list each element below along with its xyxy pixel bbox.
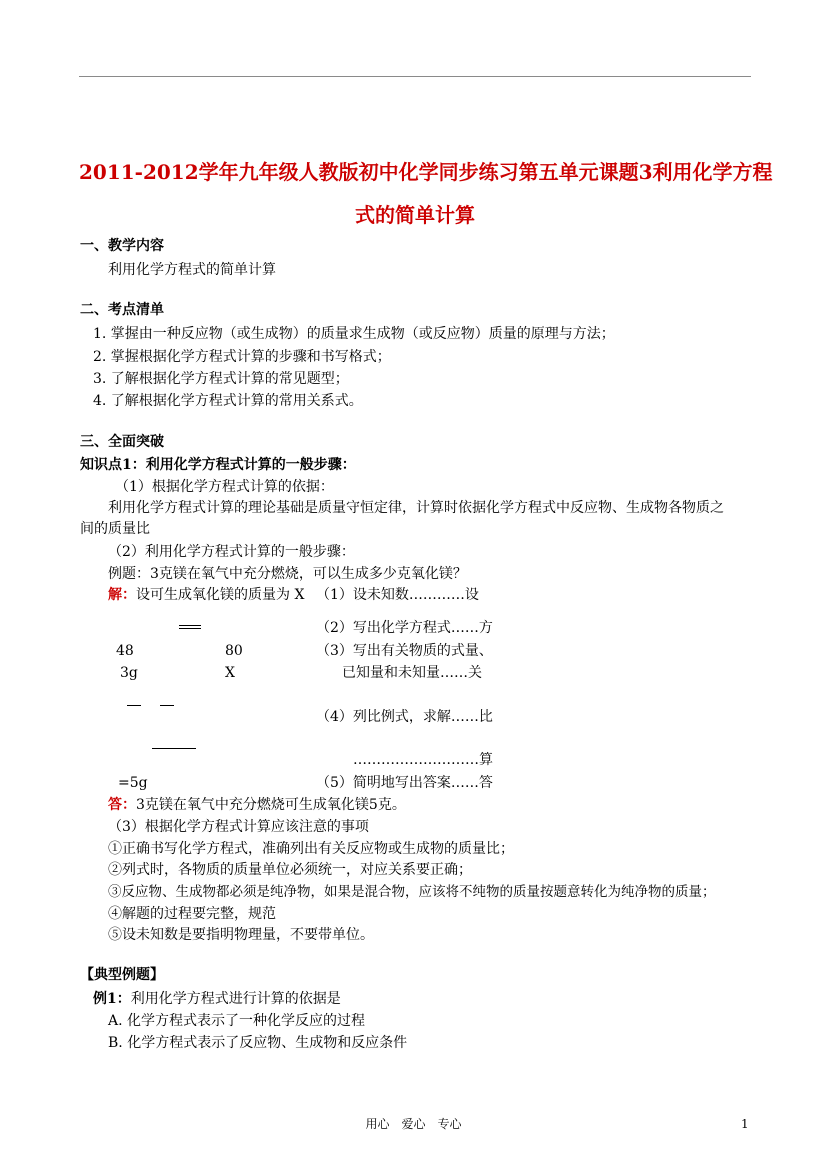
note-item: ①正确书写化学方程式，准确列出有关反应物或生成物的质量比； xyxy=(108,841,514,857)
checklist-item: 2. 掌握根据化学方程式计算的步骤和书写格式； xyxy=(93,349,391,365)
subheading-steps: （2）利用化学方程式计算的一般步骤： xyxy=(108,544,355,560)
step-1: （1）设未知数…………设 xyxy=(316,587,479,603)
note-item: ④解题的过程要完整，规范 xyxy=(108,906,276,922)
knowledge-point-1: 知识点1：利用化学方程式计算的一般步骤： xyxy=(80,457,356,473)
section-1-text: 利用化学方程式的简单计算 xyxy=(108,262,276,278)
example-problem: 例题：3克镁在氧气中充分燃烧，可以生成多少克氧化镁？ xyxy=(108,566,467,582)
option-b: B. 化学方程式表示了反应物、生成物和反应条件 xyxy=(108,1035,408,1051)
fraction-line-right xyxy=(160,705,174,706)
step-2: （2）写出化学方程式……方 xyxy=(316,620,493,636)
section-2-heading: 二、考点清单 xyxy=(80,302,164,318)
fraction-line-solve xyxy=(152,748,196,749)
title-line-2: 式的简单计算 xyxy=(355,203,475,227)
answer-line xyxy=(108,796,406,814)
option-a: A. 化学方程式表示了一种化学反应的过程 xyxy=(108,1013,366,1029)
title-line-1: 2011-2012学年九年级人教版初中化学同步练习第五单元课题3利用化学方程 xyxy=(79,160,773,184)
example-1-text: 利用化学方程式进行计算的依据是 xyxy=(130,991,341,1007)
mass-80: 80 xyxy=(225,643,243,659)
unknown-x: X xyxy=(225,665,235,681)
header-rule xyxy=(79,76,751,77)
example-1-label: 例1： xyxy=(93,991,131,1007)
step-3a: （3）写出有关物质的式量、 xyxy=(316,643,493,659)
step-4: （4）列比例式，求解……比 xyxy=(316,709,493,725)
example-1 xyxy=(93,990,341,1008)
note-item: ⑤设未知数是要指明物理量，不要带单位。 xyxy=(108,927,374,943)
solution-text: 设可生成氧化镁的质量为 X xyxy=(136,587,305,603)
subheading-basis: （1）根据化学方程式计算的依据： xyxy=(115,479,334,495)
checklist-item: 3. 了解根据化学方程式计算的常见题型； xyxy=(93,371,349,387)
section-1-heading: 一、教学内容 xyxy=(80,238,164,254)
note-item: ②列式时，各物质的质量单位必须统一，对应关系要正确； xyxy=(108,862,472,878)
result-value: =5g xyxy=(118,775,148,791)
page-footer: 用心 爱心 专心 xyxy=(365,1117,462,1131)
note-item: ③反应物、生成物都必须是纯净物，如果是混合物，应该将不纯物的质量按题意转化为纯净物的质量； xyxy=(108,884,716,900)
solution-line xyxy=(108,586,304,604)
answer-text: 3克镁在氧气中充分燃烧可生成氧化镁5克。 xyxy=(136,797,406,813)
checklist-item: 1. 掌握由一种反应物（或生成物）的质量求生成物（或反应物）质量的原理与方法； xyxy=(93,326,615,342)
typical-examples-heading: 【典型例题】 xyxy=(80,967,164,983)
solution-label: 解： xyxy=(108,587,136,603)
answer-label: 答： xyxy=(108,797,136,813)
basis-text-line-1: 利用化学方程式计算的理论基础是质量守恒定律，计算时依据化学方程式中反应物、生成物各物质之 xyxy=(108,500,724,516)
equation-sign-line-bottom xyxy=(179,628,201,629)
known-3g: 3g xyxy=(120,665,138,681)
subheading-notes: （3）根据化学方程式计算应该注意的事项 xyxy=(108,819,369,835)
fraction-line-left xyxy=(127,705,141,706)
equation-sign-line-top xyxy=(179,625,201,626)
basis-text-line-2: 间的质量比 xyxy=(80,521,150,537)
page-number: 1 xyxy=(741,1117,749,1131)
step-calc: ………………………算 xyxy=(353,752,493,768)
step-3b: 已知量和未知量……关 xyxy=(342,665,482,681)
checklist-item: 4. 了解根据化学方程式计算的常用关系式。 xyxy=(93,393,363,409)
mass-48: 48 xyxy=(116,643,134,659)
step-5: （5）简明地写出答案……答 xyxy=(316,775,493,791)
section-3-heading: 三、全面突破 xyxy=(80,434,164,450)
